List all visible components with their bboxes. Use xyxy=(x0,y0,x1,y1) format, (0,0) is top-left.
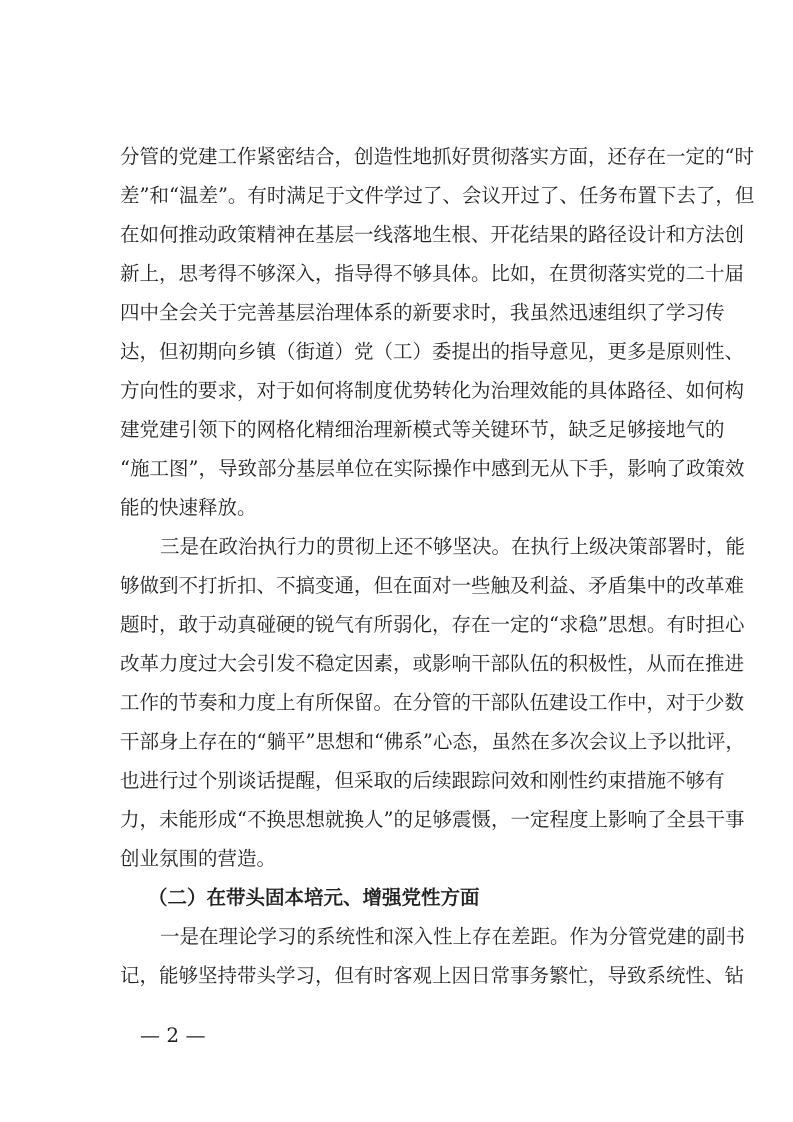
text-line: 工作的节奏和力度上有所保留。在分管的干部队伍建设工作中，对于少数 xyxy=(120,691,745,714)
text-line: 一是在理论学习的系统性和深入性上存在差距。作为分管党建的副书 xyxy=(160,925,746,948)
text-line: 创业氛围的营造。 xyxy=(120,847,277,870)
page-number: — 2 — xyxy=(140,1023,206,1047)
text-line: 题时，敢于动真碰硬的锐气有所弱化，存在一定的“求稳”思想。有时担心 xyxy=(120,613,745,636)
text-line: 干部身上存在的“躺平”思想和“佛系”心态，虽然在多次会议上予以批评， xyxy=(120,730,745,753)
text-line: 力，未能形成“不换思想就换人”的足够震慑，一定程度上影响了全县干事 xyxy=(120,808,745,831)
text-line: 也进行过个别谈话提醒，但采取的后续跟踪问效和刚性约束措施不够有 xyxy=(120,769,725,792)
text-line: 能的快速释放。 xyxy=(120,496,257,519)
text-line: 达，但初期向乡镇（街道）党（工）委提出的指导意见，更多是原则性、 xyxy=(120,340,745,363)
text-line: 建党建引领下的网格化精细治理新模式等关键环节，缺乏足够接地气的 xyxy=(120,418,725,441)
text-line: 分管的党建工作紧密结合，创造性地抓好贯彻落实方面，还存在一定的“时 xyxy=(120,145,754,168)
text-line: 记，能够坚持带头学习，但有时客观上因日常事务繁忙，导致系统性、钻 xyxy=(120,964,745,987)
text-line: 方向性的要求，对于如何将制度优势转化为治理效能的具体路径、如何构 xyxy=(120,379,745,402)
text-line: 新上，思考得不够深入，指导得不够具体。比如，在贯彻落实党的二十届 xyxy=(120,262,745,285)
text-line: 改革力度过大会引发不稳定因素，或影响干部队伍的积极性，从而在推进 xyxy=(120,652,745,675)
section-heading: （二）在带头固本培元、增强党性方面 xyxy=(148,886,480,909)
text-line: 够做到不打折扣、不搞变通，但在面对一些触及利益、矛盾集中的改革难 xyxy=(120,574,745,597)
text-line: “施工图”，导致部分基层单位在实际操作中感到无从下手，影响了政策效 xyxy=(120,457,745,480)
text-line: 差”和“温差”。有时满足于文件学过了、会议开过了、任务布置下去了，但 xyxy=(120,184,755,207)
text-line: 三是在政治执行力的贯彻上还不够坚决。在执行上级决策部署时，能 xyxy=(160,535,746,558)
text-line: 四中全会关于完善基层治理体系的新要求时，我虽然迅速组织了学习传 xyxy=(120,301,725,324)
text-line: 在如何推动政策精神在基层一线落地生根、开花结果的路径设计和方法创 xyxy=(120,223,745,246)
